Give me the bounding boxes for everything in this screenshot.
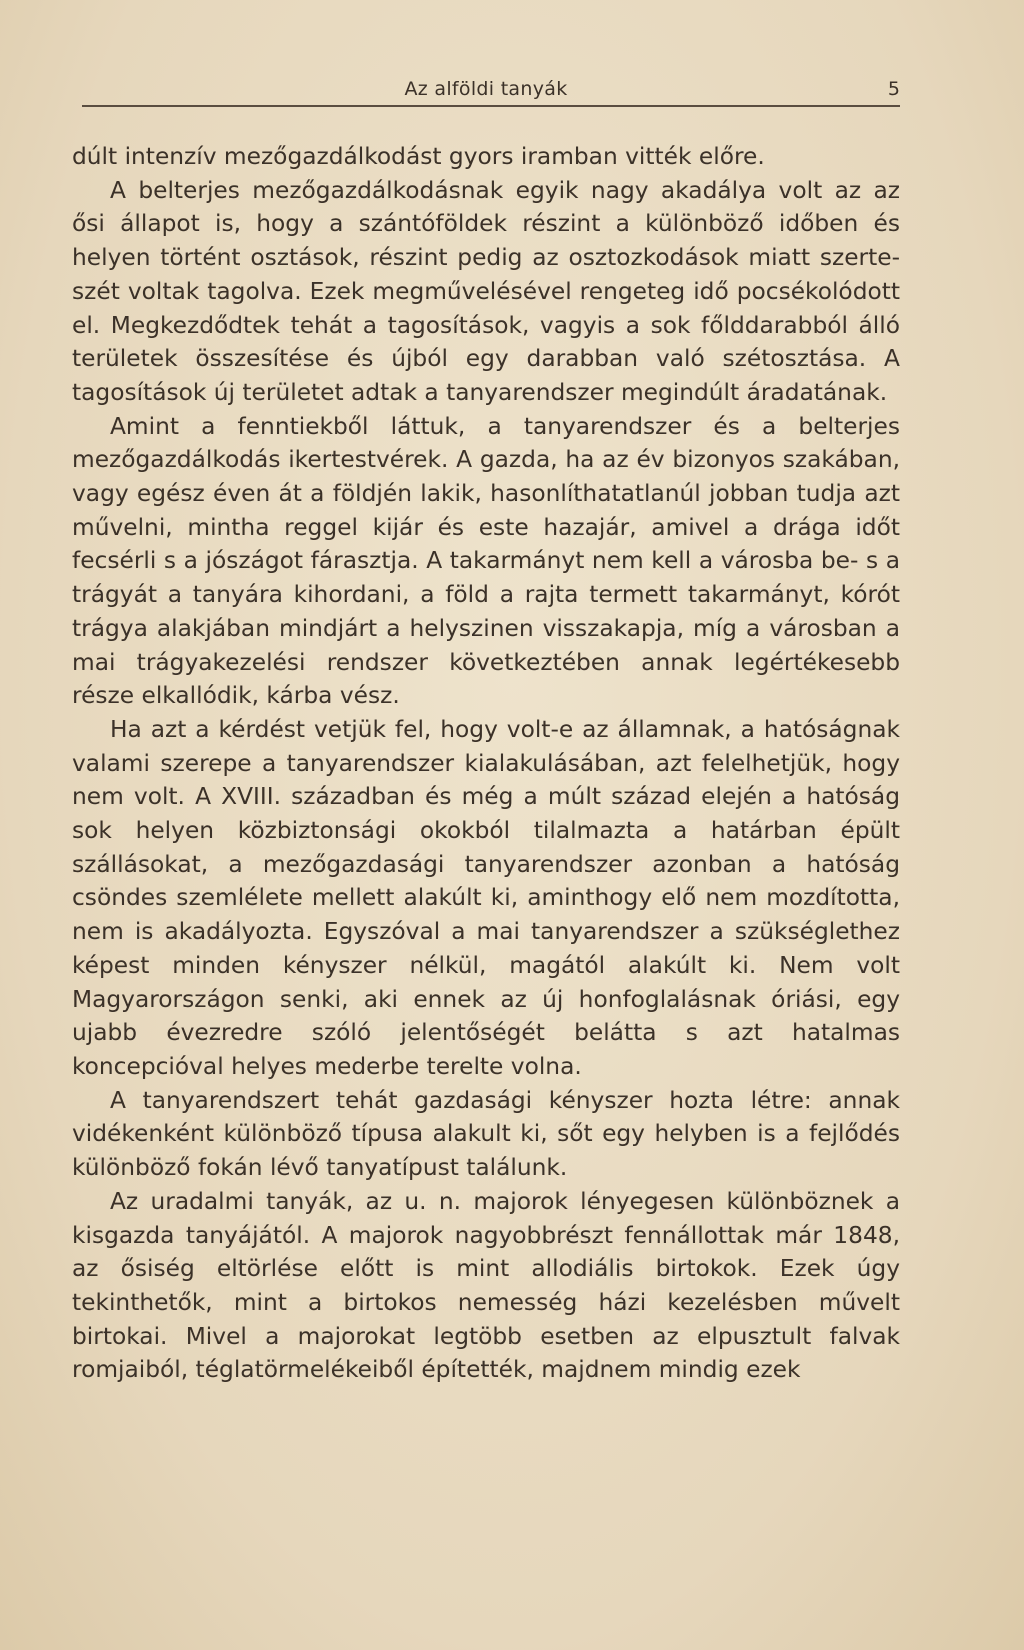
paragraph: dúlt intenzív mezőgazdálkodást gyors iramban vitték előre.: [72, 143, 765, 170]
body-text: [72, 140, 900, 1387]
running-header: [72, 78, 900, 104]
running-title: Az alföldi tanyák: [404, 78, 568, 100]
paragraph: Az uradalmi tanyák, az u. n. majorok lényegesen különböznek a kisgazda tanyájától. A majorok nagyobbrészt fennállottak már 1848, az ősiség eltörlése előtt is mint allodiális birtokok. Ezek úgy tekinthetők, mint a birtokos nemesség házi kezelésben művelt birtokai. Mivel a majorokat legtöbb esetben az elpusztult falvak romjaiból, téglatörmelékeiből építették, majdnem mindig ezek: [72, 1187, 900, 1384]
header-rule: [82, 105, 900, 107]
paragraph: A belterjes mezőgazdálkodásnak egyik nagy akadálya volt az az ősi állapot is, hogy a szántóföldek részint a különböző időben és helyen történt osztások, részint pedig az osztozkodások miatt szerte-szét voltak tagolva. Ezek megművelésével rengeteg idő pocsékolódott el. Megkezdődtek tehát a tagosítások, vagyis a sok főlddarabból álló területek összesítése és újból egy darabban való szétosztása. A tagosítások új területet adtak a tanyarendszer megindúlt áradatának.: [72, 176, 900, 406]
page-number: 5: [887, 78, 900, 100]
paragraph: Amint a fenntiekből láttuk, a tanyarendszer és a belterjes mezőgazdálkodás ikertestvérek. A gazda, ha az év bizonyos szakában, vagy egész éven át a földjén lakik, hasonlíthatatlanúl jobban tudja azt művelni, mintha reggel kijár és este hazajár, amivel a drága időt fecsérli s a jószágot fárasztja. A takarmányt nem kell a városba be- s a trágyát a tanyára kihordani, a föld a rajta termett takarmányt, kórót trágya alakjában mindjárt a helyszinen visszakapja, míg a városban a mai trágyakezelési rendszer következtében annak legértékesebb része elkallódik, kárba vész.: [72, 412, 900, 710]
paragraph: Ha azt a kérdést vetjük fel, hogy volt-e az államnak, a hatóságnak valami szerepe a tanyarendszer kialakulásában, azt felelhetjük, hogy nem volt. A XVIII. században és még a múlt század elején a hatóság sok helyen közbiztonsági okokból tilalmazta a határban épült szállásokat, a mezőgazdasági tanyarendszer azonban a hatóság csöndes szemlélete mellett alakúlt ki, aminthogy elő nem mozdította, nem is akadályozta. Egyszóval a mai tanyarendszer a szükséglethez képest minden kényszer nélkül, magától alakúlt ki. Nem volt Magyarországon senki, aki ennek az új honfoglalásnak óriási, egy ujabb évezredre szóló jelentőségét belátta s azt hatalmas koncepcióval helyes mederbe terelte volna.: [72, 715, 900, 1080]
paragraph: A tanyarendszert tehát gazdasági kényszer hozta létre: annak vidékenként különböző típusa alakult ki, sőt egy helyben is a fejlődés különböző fokán lévő tanyatípust találunk.: [72, 1086, 900, 1182]
